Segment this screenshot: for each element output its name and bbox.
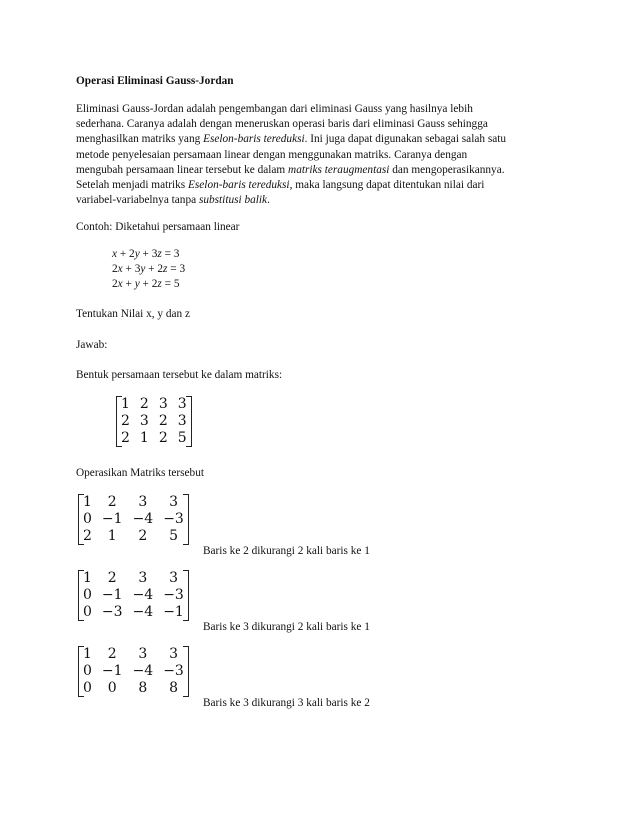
equation-system (112, 247, 185, 293)
equation: x + 2y + 3z = 3 (112, 248, 180, 260)
task-text: Tentukan Nilai x, y dan z (76, 308, 191, 320)
answer-label: Jawab: (76, 339, 108, 351)
intro-line: sederhana. Caranya adalah dengan meneruskan operasi baris dari eliminasi Gauss sehingga (76, 118, 488, 131)
intro-line: variabel-variabelnya tanpa substitusi balik. (76, 194, 270, 207)
intro-paragraph (76, 102, 566, 208)
intro-line: menghasilkan matriks yang Eselon-baris tereduksi. Ini juga dapat digunakan sebagai salah satu (76, 133, 507, 146)
intro-line: metode penyelesaian persamaan linear dengan menggunakan matriks. Caranya dengan (76, 148, 468, 161)
step-matrix: 1 2 3 3 0 −1 −4 −3 0 0 8 8 (78, 646, 189, 697)
page-title: Operasi Eliminasi Gauss-Jordan (76, 75, 234, 87)
step-matrix: 1 2 3 3 0 −1 −4 −3 2 1 2 5 (78, 494, 189, 545)
augmented-matrix: 1 2 3 3 2 3 2 3 2 1 2 5 (116, 396, 192, 447)
example-label: Contoh: Diketahui persamaan linear (76, 221, 240, 233)
operate-label: Operasikan Matriks tersebut (76, 467, 204, 479)
intro-line: Setelah menjadi matriks Eselon-baris tereduksi, maka langsung dapat ditentukan nilai dari (76, 179, 485, 192)
step-matrix: 1 2 3 3 0 −1 −4 −3 0 −3 −4 −1 (78, 570, 189, 621)
equation: 2x + y + 2z = 5 (112, 278, 180, 291)
convert-label: Bentuk persamaan tersebut ke dalam matriks: (76, 369, 283, 381)
step-caption: Baris ke 3 dikurangi 3 kali baris ke 2 (203, 697, 370, 709)
step-caption: Baris ke 3 dikurangi 2 kali baris ke 1 (203, 621, 370, 633)
equation: 2x + 3y + 2z = 3 (112, 263, 186, 276)
intro-line: mengubah persamaan linear tersebut ke dalam matriks teraugmentasi dan mengoperasikannya. (76, 163, 505, 176)
intro-line: Eliminasi Gauss-Jordan adalah pengembangan dari eliminasi Gauss yang hasilnya lebih (76, 103, 473, 115)
step-caption: Baris ke 2 dikurangi 2 kali baris ke 1 (203, 545, 370, 557)
